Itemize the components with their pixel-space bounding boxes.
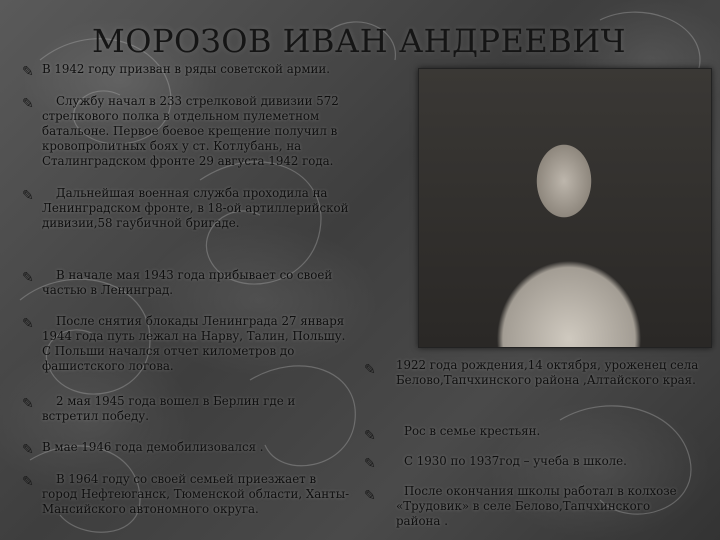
quill-icon: ✎ bbox=[22, 442, 34, 458]
bio-item: В начале мая 1943 года прибывает со своей частью в Ленинград. bbox=[42, 268, 333, 297]
bio-item: 1922 года рождения,14 октября, уроженец села Белово,Тапчхинского района ,Алтайского края. bbox=[396, 358, 699, 387]
quill-icon: ✎ bbox=[22, 96, 34, 112]
bio-item: 2 мая 1945 года вошел в Берлин где и встретил победу. bbox=[42, 394, 296, 423]
page-title: МОРОЗОВ ИВАН АНДРЕЕВИЧ bbox=[92, 22, 626, 60]
quill-icon: ✎ bbox=[22, 316, 34, 332]
bio-item: После снятия блокады Ленинграда 27 января 1944 года путь лежал на Нарву, Талин, Польшу. С Польши начался отчет километров до фашистского логова. bbox=[42, 314, 346, 373]
bio-item: После окончания школы работал в колхозе «Трудовик» в селе Белово,Тапчхинского района . bbox=[396, 484, 677, 528]
bio-item: Дальнейшая военная служба проходила на Ленинградском фронте, в 18-ой артиллерийской дивизии,58 гаубичной бригаде. bbox=[42, 186, 349, 230]
bio-item: В мае 1946 года демобилизовался . bbox=[42, 440, 264, 454]
bio-item: С 1930 по 1937год – учеба в школе. bbox=[404, 454, 627, 468]
portrait-photo bbox=[418, 68, 712, 348]
quill-icon: ✎ bbox=[22, 188, 34, 204]
quill-icon: ✎ bbox=[22, 396, 34, 412]
quill-icon: ✎ bbox=[22, 270, 34, 286]
quill-icon: ✎ bbox=[364, 456, 376, 472]
quill-icon: ✎ bbox=[22, 474, 34, 490]
quill-icon: ✎ bbox=[364, 488, 376, 504]
bio-item: В 1964 году со своей семьей приезжает в город Нефтеюганск, Тюменской области, Ханты-Мансийского автономного округа. bbox=[42, 472, 350, 516]
bio-item: Рос в семье крестьян. bbox=[404, 424, 541, 438]
bio-item: В 1942 году призван в ряды советской армии. bbox=[42, 62, 331, 76]
quill-icon: ✎ bbox=[364, 428, 376, 444]
bio-item: Службу начал в 233 стрелковой дивизии 572 стрелкового полка в отдельном пулеметном батальоне. Первое боевое крещение получил в кровопролитных боях у ст. Котлубань, на Сталинградском фронте 29 августа 1942 года. bbox=[42, 94, 339, 168]
quill-icon: ✎ bbox=[364, 362, 376, 378]
quill-icon: ✎ bbox=[22, 64, 34, 80]
